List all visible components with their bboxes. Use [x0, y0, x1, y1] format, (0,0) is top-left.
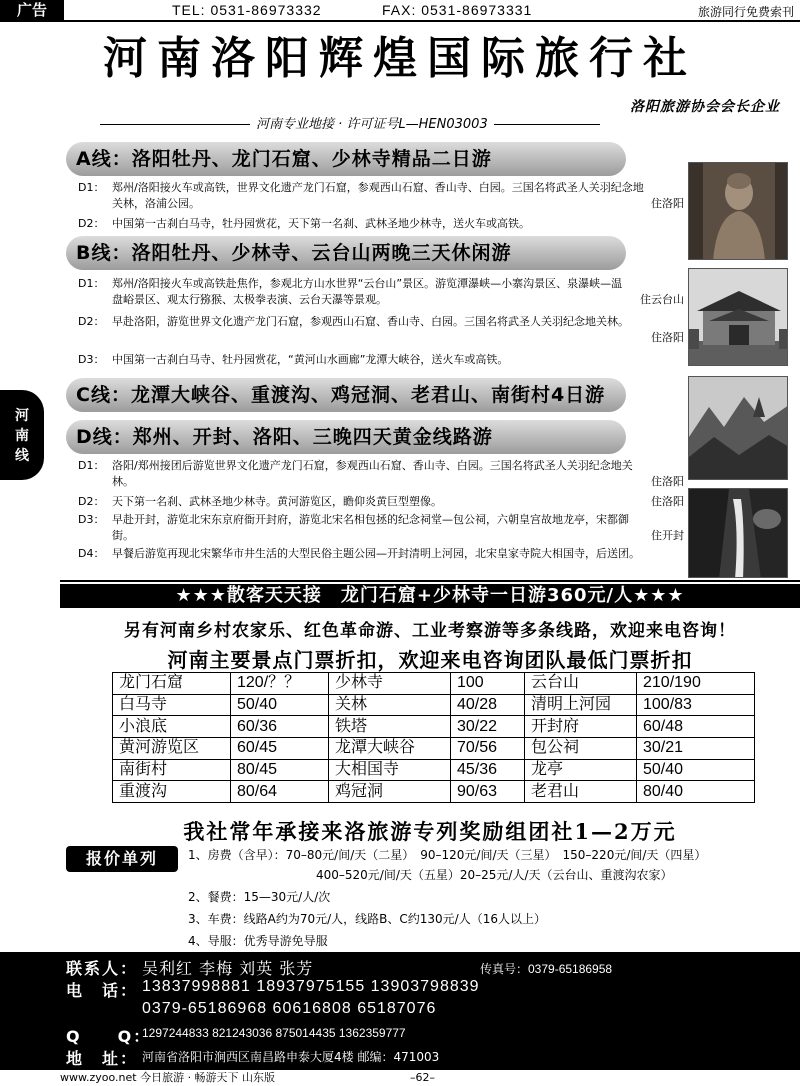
contact-block — [0, 952, 800, 1070]
day-text: 郑州/洛阳接火车或高铁赴焦作，参观北方山水世界“云台山”景区。游览潭瀑峡—小寨沟景区、泉瀑峡—温盘峪景区、观太行猕猴、太极拳表演、云台天瀑等景观。 — [112, 277, 623, 306]
side-tab-char: 南 — [15, 428, 29, 444]
ticket-price: 80/45 — [231, 759, 329, 781]
line-d-day-4 — [78, 546, 684, 580]
day-stay: 住洛阳 — [651, 331, 684, 344]
page-number: –62– — [410, 1071, 435, 1084]
contact-qq-label: Q Q： — [66, 1027, 152, 1046]
contact-people-label: 联系人： — [66, 959, 139, 978]
ticket-site: 黄河游览区 — [113, 738, 231, 760]
ticket-price: 60/45 — [231, 738, 329, 760]
table-row — [113, 673, 755, 695]
line-a-day-2 — [78, 216, 684, 234]
line-b-day-1 — [78, 276, 684, 310]
table-row — [113, 694, 755, 716]
ticket-discount-table — [112, 672, 755, 803]
ticket-site: 关林 — [329, 694, 451, 716]
ticket-site: 云台山 — [525, 673, 637, 695]
index-label: 旅游同行免费索刊 — [697, 5, 794, 19]
line-b-banner: B线：洛阳牡丹、少林寺、云台山两晚三天休闲游 — [66, 236, 626, 270]
section-divider — [60, 580, 800, 582]
association-tagline: 洛阳旅游协会会长企业 — [630, 99, 780, 115]
contact-address: 河南省洛阳市涧西区南昌路申泰大厦4楼 邮编：471003 — [142, 1050, 440, 1064]
ticket-site: 包公祠 — [525, 738, 637, 760]
header-fax: FAX: 0531-86973331 — [382, 2, 533, 18]
ticket-site: 开封府 — [525, 716, 637, 738]
line-d-day-1 — [78, 458, 684, 492]
day-text: 中国第一古刹白马寺，牡丹园赏花，天下第一名刹、武林圣地少林寺，送火车或高铁。 — [112, 217, 530, 230]
day-text: 早赴洛阳，游览世界文化遗产龙门石窟，参观西山石窟、香山寺、白园。三国名将武圣人关羽纪念地关林。 — [112, 315, 629, 328]
day-label: D1： — [78, 459, 105, 472]
day-label: D3： — [78, 513, 105, 526]
day-label: D1： — [78, 181, 105, 194]
contact-address-label: 地 址： — [66, 1049, 139, 1068]
ticket-price: 100 — [451, 673, 525, 695]
daily-tour-banner: ★★★散客天天接 龙门石窟+少林寺一日游360元/人★★★ — [60, 584, 800, 608]
table-row — [113, 716, 755, 738]
table-row — [113, 781, 755, 803]
ticket-price: 100/83 — [637, 694, 755, 716]
day-stay: 住开封 — [651, 529, 684, 542]
ticket-site: 少林寺 — [329, 673, 451, 695]
day-stay: 住洛阳 — [651, 495, 684, 508]
license-number: 河南专业地接 · 许可证号L—HEN03003 — [250, 113, 494, 132]
footer — [60, 1070, 800, 1086]
ticket-site: 龙潭大峡谷 — [329, 738, 451, 760]
side-tab-char: 线 — [15, 448, 29, 464]
line-b-day-2 — [78, 314, 684, 348]
day-text: 天下第一名刹、武林圣地少林寺。黄河游览区，瞻仰炎黄巨型塑像。 — [112, 495, 442, 508]
day-label: D3： — [78, 353, 105, 366]
ticket-price: 40/28 — [451, 694, 525, 716]
day-label: D4： — [78, 547, 105, 560]
ticket-site: 清明上河园 — [525, 694, 637, 716]
top-bar — [0, 0, 800, 22]
contact-qq: 1297244833 821243036 875014435 1362359777 — [142, 1026, 406, 1040]
table-row — [113, 738, 755, 760]
longmen-buddha-photo — [688, 162, 788, 260]
ticket-site: 鸡冠洞 — [329, 781, 451, 803]
ticket-price: 45/36 — [451, 759, 525, 781]
day-label: D2： — [78, 217, 105, 230]
price-item-meals: 2、餐费：15—30元/人/次 — [188, 890, 331, 904]
other-routes-note: 另有河南乡村农家乐、红色革命游、工业考察游等多条线路，欢迎来电咨询！ — [124, 621, 736, 641]
line-a-banner: A线：洛阳牡丹、龙门石窟、少林寺精品二日游 — [66, 142, 626, 176]
line-a-day-1 — [78, 180, 684, 214]
day-label: D2： — [78, 495, 105, 508]
ticket-price: 80/40 — [637, 781, 755, 803]
gorge-waterfall-photo — [688, 488, 788, 578]
ticket-price: 80/64 — [231, 781, 329, 803]
tickets-title: 河南主要景点门票折扣，欢迎来电咨询团队最低门票折扣 — [167, 648, 693, 672]
contact-fax: 传真号：0379-65186958 — [480, 962, 613, 976]
line-c-banner: C线：龙潭大峡谷、重渡沟、鸡冠洞、老君山、南街村4日游 — [66, 378, 626, 412]
ticket-price: 50/40 — [637, 759, 755, 781]
day-text: 洛阳/郑州接团后游览世界文化遗产龙门石窟，参观西山石窟、香山寺、白园。三国名将武圣人关羽纪念地关林。 — [112, 459, 633, 488]
ticket-site: 小浪底 — [113, 716, 231, 738]
yuntai-mountain-photo — [688, 376, 788, 480]
ticket-price: 50/40 — [231, 694, 329, 716]
day-text: 中国第一古刹白马寺、牡丹园赏花，“黄河山水画廊”龙潭大峡谷，送火车或高铁。 — [112, 353, 509, 366]
price-item-room-cont: 400–520元/间/天（五星）20–25元/人/天（云台山、重渡沟农家） — [316, 868, 673, 882]
day-label: D1： — [78, 277, 105, 290]
day-stay: 住云台山 — [640, 293, 684, 306]
ticket-price: 70/56 — [451, 738, 525, 760]
price-item-room: 1、房费（含早）：70–80元/间/天（二星） 90–120元/间/天（三星） 150–220元/间/天（四星） — [188, 848, 707, 862]
ticket-site: 龙门石窟 — [113, 673, 231, 695]
ticket-site: 铁塔 — [329, 716, 451, 738]
ticket-site: 大相国寺 — [329, 759, 451, 781]
side-tab-char: 河 — [15, 408, 29, 424]
reward-banner: 我社常年承接来洛旅游专列奖励组团社1—2万元 — [183, 819, 677, 844]
ticket-price: 60/36 — [231, 716, 329, 738]
header-tel: TEL: 0531-86973332 — [172, 2, 322, 18]
ticket-price: 120/？？ — [231, 673, 329, 695]
line-b-day-3 — [78, 352, 684, 370]
side-tab-henan-line — [0, 390, 44, 480]
footer-site: www.zyoo.net 今日旅游 · 畅游天下 山东版 — [60, 1071, 276, 1084]
ticket-price: 210/190 — [637, 673, 755, 695]
day-label: D2： — [78, 315, 105, 328]
ticket-price: 60/48 — [637, 716, 755, 738]
ticket-site: 白马寺 — [113, 694, 231, 716]
ticket-site: 龙亭 — [525, 759, 637, 781]
ticket-site: 南街村 — [113, 759, 231, 781]
day-text: 郑州/洛阳接火车或高铁，世界文化遗产龙门石窟，参观西山石窟、香山寺、白园。三国名将武圣人关羽纪念地关林，洛浦公园。 — [112, 181, 644, 210]
day-text: 早赴开封，游览北宋东京府衙开封府，游览北宋名相包拯的纪念祠堂—包公祠，六朝皇宫故地龙亭，宋都御街。 — [112, 513, 629, 542]
ad-label: 广告 — [0, 0, 64, 21]
price-item-guide: 4、导服：优秀导游免导服 — [188, 934, 328, 948]
day-text: 早餐后游览再现北宋繁华市井生活的大型民俗主题公园—开封清明上河园，北宋皇家寺院大相国寺，后送团。 — [112, 547, 640, 560]
day-stay: 住洛阳 — [651, 475, 684, 488]
price-item-transport: 3、车费：线路A约为70元/人，线路B、C约130元/人（16人以上） — [188, 912, 546, 926]
line-d-banner: D线：郑州、开封、洛阳、三晚四天黄金线路游 — [66, 420, 626, 454]
contact-phone-label: 电 话： — [66, 981, 139, 1000]
day-stay: 住洛阳 — [651, 197, 684, 210]
ticket-site: 老君山 — [525, 781, 637, 803]
table-row — [113, 759, 755, 781]
contact-people: 吴利红 李梅 刘英 张芳 — [142, 959, 314, 978]
ticket-price: 30/21 — [637, 738, 755, 760]
line-d-day-2 — [78, 494, 684, 512]
ticket-site: 重渡沟 — [113, 781, 231, 803]
line-d-day-3 — [78, 512, 684, 546]
shaolin-temple-photo — [688, 268, 788, 366]
ticket-price: 90/63 — [451, 781, 525, 803]
contact-phone-row-2: 0379-65186968 60616808 65187076 — [142, 1000, 437, 1017]
agency-name: 河南洛阳辉煌国际旅行社 — [103, 33, 697, 84]
ticket-price: 30/22 — [451, 716, 525, 738]
contact-phone-row-1: 13837998881 18937975155 13903798839 — [142, 978, 480, 995]
price-list-badge: 报价单列 — [66, 846, 178, 872]
